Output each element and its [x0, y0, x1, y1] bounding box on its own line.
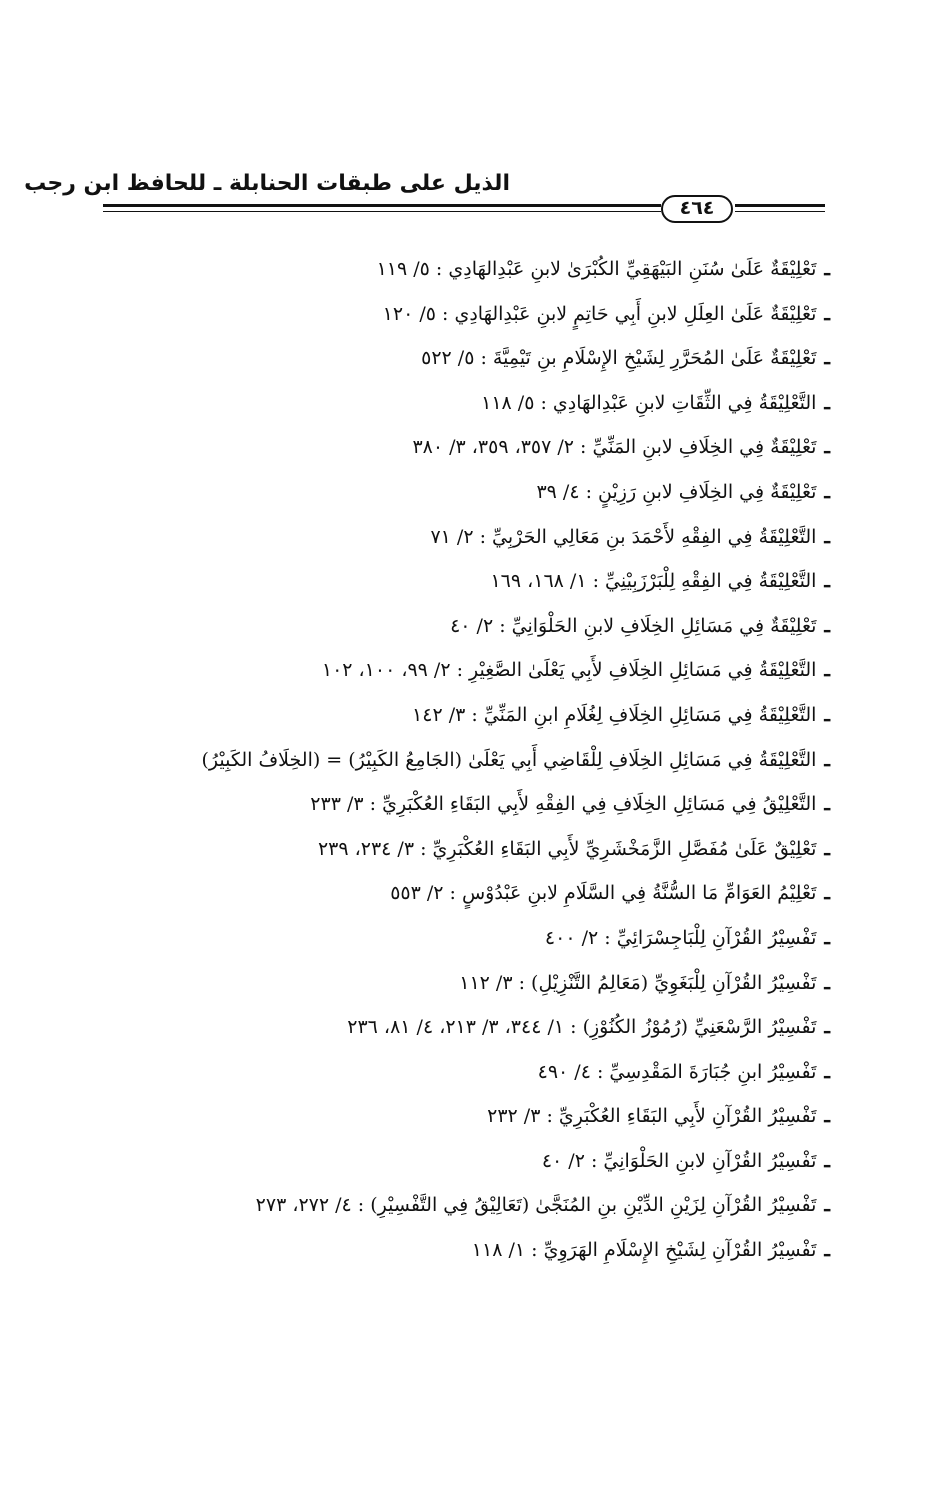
- entry-text: تَفْسِيْرُ القُرْآنِ لِشَيْخِ الإِسْلَامِ الهَرَوِيِّ : ١/ ١١٨: [471, 1239, 817, 1262]
- entry-dash: ـ: [824, 748, 830, 771]
- index-entry: [220, 297, 830, 342]
- entry-dash: ـ: [824, 1149, 830, 1172]
- index-entry: [220, 609, 830, 654]
- index-entry: [220, 386, 830, 431]
- entry-text: التَّعْلِيْقَةُ فِي الفِقْهِ لِلْبَرْزَبِيْنِيِّ : ١/ ١٦٨، ١٦٩: [490, 570, 817, 593]
- index-entry: [220, 921, 830, 966]
- entry-dash: ـ: [824, 659, 830, 682]
- entry-dash: ـ: [824, 391, 830, 414]
- entry-text: التَّعْلِيْقَةُ فِي مَسَائِلِ الخِلَافِ لِلْقَاضِي أَبِي يَعْلَىٰ (الجَامِعُ الكَبِيْرُ) = (الخِلَافُ الكَبِيْرُ): [201, 748, 817, 771]
- entry-text: تَعْلِيْقَةٌ فِي الخِلَافِ لابنِ المَنِّيِّ : ٢/ ٣٥٧، ٣٥٩، ٣/ ٣٨٠: [412, 436, 817, 459]
- entry-text: تَعْلِيْقَةٌ فِي الخِلَافِ لابنِ رَزِيْنٍ : ٤/ ٣٩: [536, 480, 817, 503]
- entry-text: التَّعْلِيْقَةُ فِي مَسَائِلِ الخِلَافِ لِغُلَامِ ابنِ المَنِّيِّ : ٣/ ١٤٢: [412, 703, 817, 726]
- page-number: ٤٦٤: [661, 195, 733, 223]
- entry-text: تَفْسِيْرُ القُرْآنِ لابنِ الحَلْوَانِيِّ : ٢/ ٤٠: [541, 1149, 817, 1172]
- entry-text: تَفْسِيْرُ القُرْآنِ لِلْبَغَوِيِّ (مَعَالِمُ التَّنْزِيْلِ) : ٣/ ١١٢: [459, 971, 817, 994]
- entry-text: تَفْسِيْرُ القُرْآنِ لِزَيْنِ الدِّيْنِ بنِ المُنَجَّىٰ (تَعَالِيْقُ فِي التَّفْسِيْرِ) : ٤/ ٢٧٢، ٢٧٣: [255, 1194, 817, 1217]
- entry-text: تَفْسِيْرُ ابنِ جُبَارَةَ المَقْدِسِيِّ : ٤/ ٤٩٠: [537, 1060, 817, 1083]
- index-entry: [220, 832, 830, 877]
- entry-dash: ـ: [824, 926, 830, 949]
- entry-dash: ـ: [824, 258, 830, 280]
- index-entry: [220, 1188, 830, 1233]
- index-entry: [220, 698, 830, 743]
- entry-dash: ـ: [824, 480, 830, 503]
- index-entry: [220, 564, 830, 609]
- index-entry: [220, 475, 830, 520]
- index-entry: [220, 1055, 830, 1100]
- entry-text: تَعْلِيْمُ العَوَامِّ مَا السُّنَّةُ فِي السَّلَامِ لابنِ عَبْدُوْسٍ : ٢/ ٥٥٣: [390, 882, 817, 905]
- entry-dash: ـ: [824, 436, 830, 459]
- entry-text: التَّعْلِيْقُ فِي مَسَائِلِ الخِلَافِ فِي الفِقْهِ لأَبِي البَقَاءِ العُكْبَرِيِّ : ٣/ ٢٣٣: [310, 793, 817, 816]
- entry-text: تَعْلِيْقَةٌ عَلَىٰ العِلَلِ لابنِ أَبِي حَاتِمٍ لابنِ عَبْدِالهَادِي : ٥/ ١٢٠: [382, 302, 817, 325]
- index-entry: [220, 430, 830, 475]
- entry-text: تَعْلِيْقَةٌ عَلَىٰ المُحَرَّرِ لِشَيْخِ الإِسْلَامِ بنِ تَيْمِيَّةَ : ٥/ ٥٢٢: [421, 347, 817, 370]
- running-header-title: الذيل على طبقات الحنابلة ـ للحافظ ابن رجب: [24, 171, 510, 196]
- entry-text: التَّعْلِيْقَةُ فِي الثِّقَاتِ لابنِ عَبْدِالهَادِي : ٥/ ١١٨: [481, 391, 817, 414]
- entry-dash: ـ: [824, 1194, 830, 1217]
- entry-text: تَفْسِيْرُ القُرْآنِ لِلْبَاجِسْرَائِيِّ : ٢/ ٤٠٠: [544, 926, 817, 949]
- entry-dash: ـ: [824, 971, 830, 994]
- entry-dash: ـ: [824, 1105, 830, 1128]
- entry-dash: ـ: [824, 703, 830, 726]
- index-entry: [220, 966, 830, 1011]
- entry-text: تَعْلِيْقٌ عَلَىٰ مُفَصَّلِ الزَّمَخْشَرِيِّ لأَبِي البَقَاءِ العُكْبَرِيِّ : ٣/ ٢٣٤، ٢٣٩: [317, 837, 817, 860]
- header-rule-thick-left: [103, 204, 661, 207]
- entry-text: التَّعْلِيْقَةُ فِي مَسَائِلِ الخِلَافِ لأَبِي يَعْلَىٰ الصَّغِيْرِ : ٢/ ٩٩، ١٠٠، ١٠٢: [321, 659, 817, 682]
- entry-dash: ـ: [824, 1016, 830, 1039]
- entry-text: التَّعْلِيْقَةُ فِي الفِقْهِ لأَحْمَدَ بنِ مَعَالِي الحَرْبِيِّ : ٢/ ٧١: [430, 525, 817, 548]
- index-entry: [220, 1010, 830, 1055]
- index-entry: [220, 1144, 830, 1189]
- entry-text: تَعْلِيْقَةٌ فِي مَسَائِلِ الخِلَافِ لابنِ الحَلْوَانِيِّ : ٢/ ٤٠: [450, 614, 817, 637]
- index-entry: [220, 252, 830, 297]
- index-entry: [220, 1099, 830, 1144]
- entry-dash: ـ: [824, 882, 830, 905]
- header-rule-thin-right: [735, 211, 825, 212]
- entry-dash: ـ: [824, 302, 830, 325]
- entry-dash: ـ: [824, 837, 830, 860]
- entry-text: تَعْلِيْقَةٌ عَلَىٰ سُنَنِ البَيْهَقِيِّ الكُبْرَىٰ لابنِ عَبْدِالهَادِي : ٥/ ١١٩: [376, 258, 817, 280]
- entry-dash: ـ: [824, 1239, 830, 1262]
- index-entry-list: [201, 252, 830, 1278]
- header-rule-thin-left: [103, 211, 661, 212]
- index-entry: [220, 520, 830, 565]
- entry-dash: ـ: [824, 793, 830, 816]
- entry-dash: ـ: [824, 1060, 830, 1083]
- index-entry: [220, 653, 830, 698]
- entry-dash: ـ: [824, 347, 830, 370]
- entry-dash: ـ: [824, 614, 830, 637]
- entry-text: تَفْسِيْرُ القُرْآنِ لأَبِي البَقَاءِ العُكْبَرِيِّ : ٣/ ٢٣٢: [487, 1105, 817, 1128]
- index-entry: [220, 1233, 830, 1278]
- index-entry: [220, 341, 830, 386]
- index-entry: [220, 876, 830, 921]
- index-entry: [220, 787, 830, 832]
- entry-dash: ـ: [824, 525, 830, 548]
- header-rule-thick-right: [735, 204, 825, 207]
- index-entry: [201, 743, 830, 788]
- entry-text: تَفْسِيْرُ الرَّسْعَنِيِّ (رُمُوْزُ الكُنُوْزِ) : ١/ ٣٤٤، ٣/ ٢١٣، ٤/ ٨١، ٢٣٦: [347, 1016, 817, 1039]
- entry-dash: ـ: [824, 570, 830, 593]
